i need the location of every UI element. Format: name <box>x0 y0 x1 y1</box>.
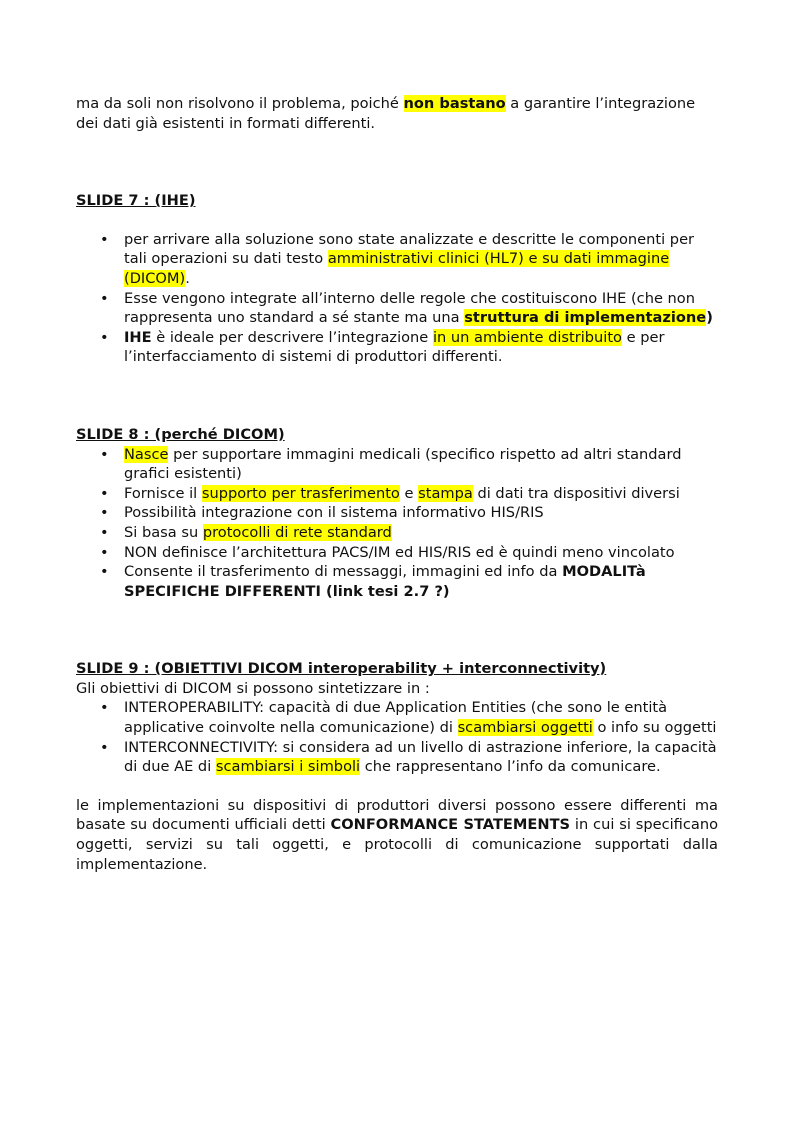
bullet-icon: • <box>100 543 109 561</box>
highlight: stampa <box>418 484 473 502</box>
bullet-icon: • <box>100 504 109 522</box>
list-item: • Si basa su protocolli di rete standard <box>100 523 392 541</box>
slide-7-list <box>76 230 718 367</box>
document-page <box>76 94 718 874</box>
highlight: amministrativi clinici (HL7) e su dati immagine (DICOM) <box>124 250 670 287</box>
intro-paragraph: ma da soli non risolvono il problema, poiché non bastano a garantire l’integrazione dei dati già esistenti in formati differenti. <box>76 95 696 132</box>
list-item: • INTEROPERABILITY: capacità di due Application Entities (che sono le entità applicative coinvolte nella comunicazione) di scambiarsi oggetti o info su oggetti <box>100 699 717 737</box>
bullet-icon: • <box>100 445 109 463</box>
list-item: • Fornisce il supporto per trasferimento e stampa di dati tra dispositivi diversi <box>100 484 680 502</box>
list-item: • IHE è ideale per descrivere l’integrazione in un ambiente distribuito e per l’interfacciamento di sistemi di produttori differenti. <box>100 328 665 366</box>
list-item: • Consente il trasferimento di messaggi, immagini ed info da MODALITà SPECIFICHE DIFFERENTI (link tesi 2.7 ?) <box>100 563 646 600</box>
bullet-icon: • <box>100 484 109 502</box>
list-item: • NON definisce l’architettura PACS/IM ed HIS/RIS ed è quindi meno vincolato <box>100 543 675 561</box>
highlight: non bastano <box>403 95 506 112</box>
list-item: • Esse vengono integrate all’interno delle regole che costituiscono IHE (che non rappresenta uno standard a sé stante ma una struttura di implementazione) <box>100 289 713 327</box>
slide-7-heading: SLIDE 7 : (IHE) <box>76 192 196 210</box>
bullet-icon: • <box>100 289 109 307</box>
highlight: scambiarsi i simboli <box>215 758 361 776</box>
slide-8-list <box>76 445 718 602</box>
slide-8-heading: SLIDE 8 : (perché DICOM) <box>76 425 285 443</box>
highlight: supporto per trasferimento <box>201 484 400 502</box>
slide-9-list <box>76 698 718 776</box>
list-item: • INTERCONNECTIVITY: si considera ad un livello di astrazione inferiore, la capacità di due AE di scambiarsi i simboli che rappresentano l’info da comunicare. <box>100 738 717 776</box>
closing-paragraph: le implementazioni su dispositivi di produttori diversi possono essere differenti ma basate su documenti ufficiali detti CONFORMANCE STATEMENTS in cui si specificano oggetti, servizi su tali oggetti, e protocolli di comunicazione supportati dalla implementazione. <box>76 796 719 873</box>
slide-9-heading: SLIDE 9 : (OBIETTIVI DICOM interoperability + interconnectivity) <box>76 660 607 678</box>
highlight: struttura di implementazione <box>464 309 707 327</box>
bullet-icon: • <box>100 563 109 581</box>
highlight: Nasce <box>124 445 169 463</box>
list-item: • Nasce per supportare immagini medicali (specifico rispetto ad altri standard grafici esistenti) <box>100 445 682 483</box>
list-item: • Possibilità integrazione con il sistema informativo HIS/RIS <box>100 504 544 522</box>
list-item: • per arrivare alla soluzione sono state analizzate e descritte le componenti per tali operazioni su dati testo amministrativi clinici (HL7) e su dati immagine (DICOM). <box>100 230 695 287</box>
slide-9-intro: Gli obiettivi di DICOM si possono sintetizzare in : <box>76 679 430 697</box>
bullet-icon: • <box>100 328 109 346</box>
highlight: in un ambiente distribuito <box>432 328 622 346</box>
bullet-icon: • <box>100 738 109 756</box>
highlight: scambiarsi oggetti <box>457 719 593 737</box>
highlight: protocolli di rete standard <box>202 523 392 541</box>
bullet-icon: • <box>100 699 109 717</box>
bullet-icon: • <box>100 230 109 248</box>
bullet-icon: • <box>100 523 109 541</box>
